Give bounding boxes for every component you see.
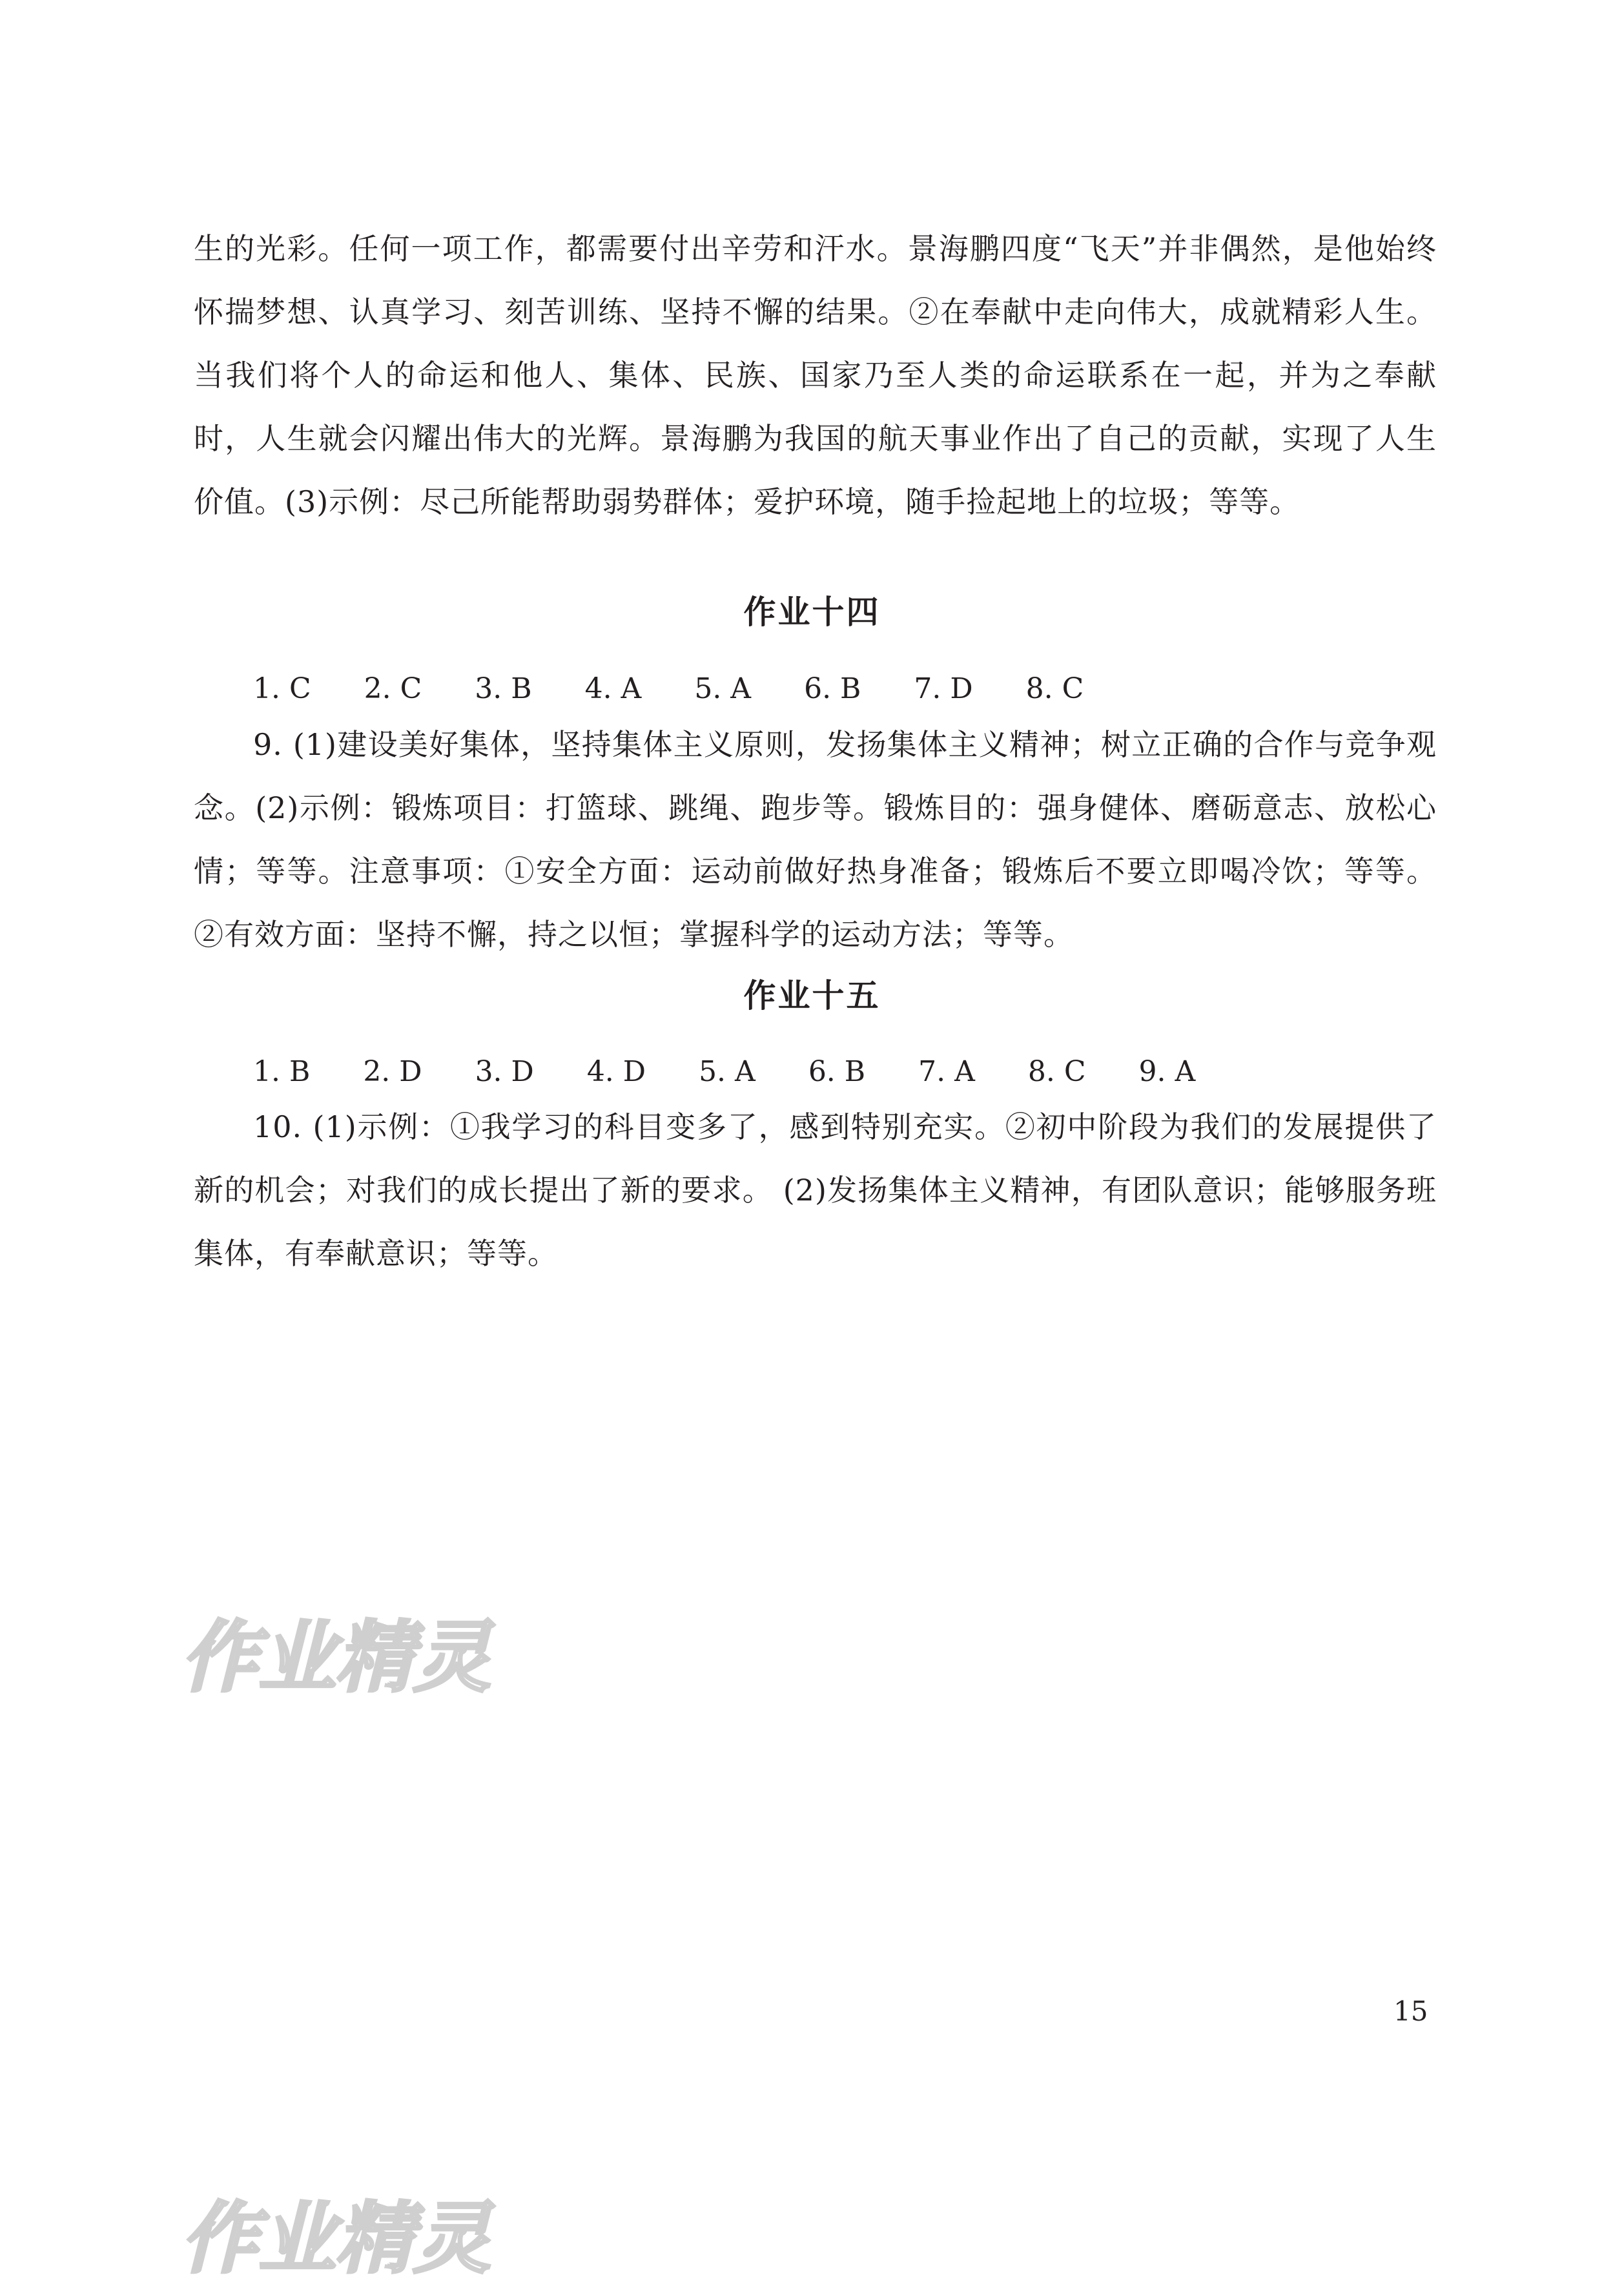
section-14-choice-answers [253,666,1084,712]
svg-text:作业精灵: 作业精灵 [181,1613,491,1703]
answer-item: 6. B [804,672,861,705]
answer-item: 4. D [586,1055,646,1088]
answer-item: 3. D [475,1055,534,1088]
answer-item: 4. A [584,672,642,705]
answer-item: 9. A [1138,1055,1196,1088]
watermark-logo [174,1608,510,1705]
watermark-logo-bottom [174,2189,510,2286]
answer-item: 2. C [364,672,422,705]
section-14-question-9-answer: 9. (1)建设美好集体，坚持集体主义原则，发扬集体主义精神；树立正确的合作与竞争观念。(2)示例：锻炼项目：打篮球、跳绳、跑步等。锻炼目的：强身健体、磨砺意志、放松心情；等等。注意事项：①安全方面：运动前做好热身准备；锻炼后不要立即喝冷饮；等等。②有效方面：坚持不懈，持之以恒；掌握科学的运动方法；等等。 [194,727,1437,952]
section-15-choice-answers [253,1049,1195,1095]
answer-item: 6. B [808,1055,866,1088]
answer-item: 3. B [475,672,532,705]
section-14-title: 作业十四 [743,593,881,631]
answer-item: 1. C [253,672,311,705]
section-13-answer-continuation: 生的光彩。任何一项工作，都需要付出辛劳和汗水。景海鹏四度“飞天”并非偶然，是他始终怀揣梦想、认真学习、刻苦训练、坚持不懈的结果。②在奉献中走向伟大，成就精彩人生。当我们将个人的命运和他人、集体、民族、国家乃至人类的命运联系在一起，并为之奉献时，人生就会闪耀出伟大的光辉。景海鹏为我国的航天事业作出了自己的贡献，实现了人生价值。(3)示例：尽己所能帮助弱势群体；爱护环境，随手捡起地上的垃圾；等等。 [194,231,1437,519]
section-15-question-10-answer: 10. (1)示例：①我学习的科目变多了，感到特别充实。②初中阶段为我们的发展提供了新的机会；对我们的成长提出了新的要求。 (2)发扬集体主义精神，有团队意识；能够服务班集体，有奉献意识；等等。 [194,1109,1437,1271]
answer-item: 5. A [694,672,752,705]
answer-item: 2. D [363,1055,422,1088]
answer-item: 5. A [699,1055,755,1088]
page-number: 15 [1393,1995,1428,2027]
watermark-logo-image [174,1608,510,1705]
answer-item: 8. C [1027,1055,1086,1088]
answer-item: 1. B [253,1055,311,1088]
answer-item: 8. C [1025,672,1084,705]
svg-text:作业精灵: 作业精灵 [181,2194,491,2284]
watermark-logo-image [174,2189,510,2286]
section-15-title: 作业十五 [743,977,881,1014]
answer-item: 7. D [914,672,973,705]
answer-item: 7. A [918,1055,975,1088]
